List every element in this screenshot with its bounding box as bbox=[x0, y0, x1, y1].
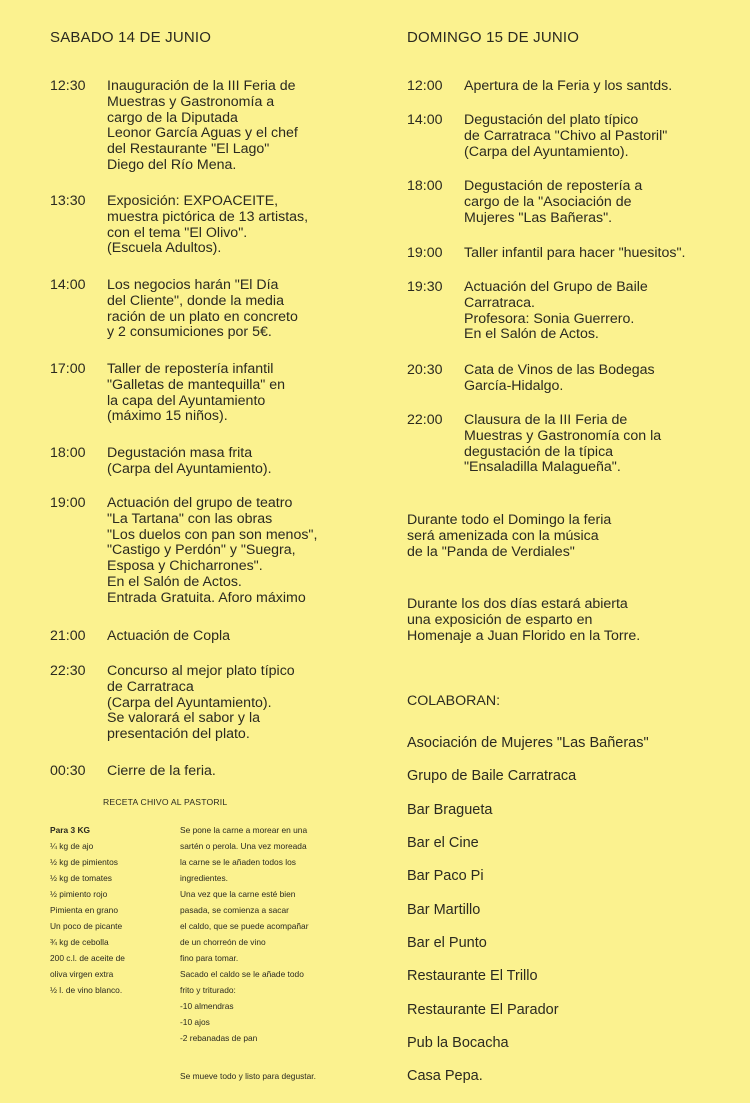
saturday-event bbox=[50, 496, 317, 607]
sponsor-item: Pub la Bocacha bbox=[407, 1035, 509, 1051]
recipe-ingredients-header: Para 3 KG bbox=[50, 825, 91, 835]
sponsor-item: Restaurante El Trillo bbox=[407, 968, 538, 984]
saturday-event bbox=[50, 629, 230, 645]
recipe-ingredient: 200 c.l. de aceite de bbox=[50, 953, 125, 963]
saturday-event bbox=[50, 194, 308, 257]
recipe-ingredient: ¼ kg de ajo bbox=[50, 841, 94, 851]
sponsor-item: Bar Paco Pi bbox=[407, 868, 484, 884]
recipe-step: sartén o perola. Una vez moreada bbox=[180, 841, 307, 851]
event-description: Exposición: EXPOACEITE, muestra pictórica de 13 artistas, con el tema "El Olivo". (Escuela Adultos). bbox=[107, 193, 309, 257]
event-time: 14:00 bbox=[50, 277, 86, 293]
event-time: 18:00 bbox=[407, 178, 443, 194]
event-description: Concurso al mejor plato típico de Carratraca (Carpa del Ayuntamiento). Se valorará el sabor y la presentación del plato. bbox=[107, 663, 295, 743]
recipe-ingredient: ½ l. de vino blanco. bbox=[50, 985, 123, 995]
event-time: 12:00 bbox=[407, 78, 443, 94]
sunday-music-note: Durante todo el Domingo la feria será amenizada con la música de la "Panda de Verdiales" bbox=[407, 512, 612, 560]
sponsor-item: Bar el Punto bbox=[407, 935, 487, 951]
sunday-event bbox=[407, 246, 685, 262]
event-time: 12:30 bbox=[50, 78, 86, 94]
recipe-ingredient: ½ kg de pimientos bbox=[50, 857, 118, 867]
sponsor-item: Bar Martillo bbox=[407, 902, 481, 918]
saturday-event bbox=[50, 664, 295, 743]
saturday-event bbox=[50, 278, 298, 341]
event-description: Apertura de la Feria y los santds. bbox=[464, 78, 673, 94]
event-description: Actuación del grupo de teatro "La Tartana" con las obras "Los duelos con pan son menos", "Castigo y Perdón" y "Suegra, Esposa y Chicharrones". En el Salón de Actos. Entrada Gratuita. Aforo máximo bbox=[107, 495, 318, 606]
event-description: Clausura de la III Feria de Muestras y Gastronomía con la degustación de la típica "Ensaladilla Malagueña". bbox=[464, 412, 662, 476]
event-time: 21:00 bbox=[50, 628, 86, 644]
recipe-ingredient: ½ kg de tomates bbox=[50, 873, 112, 883]
event-description: Cierre de la feria. bbox=[107, 763, 216, 779]
event-description: Degustación masa frita (Carpa del Ayuntamiento). bbox=[107, 445, 272, 477]
sunday-title: DOMINGO 15 DE JUNIO bbox=[407, 29, 580, 46]
recipe-step: Se mueve todo y listo para degustar. bbox=[180, 1071, 316, 1081]
event-time: 19:00 bbox=[50, 495, 86, 511]
recipe-step: Una vez que la carne esté bien bbox=[180, 889, 296, 899]
event-description: Taller de repostería infantil "Galletas de mantequilla" en la capa del Ayuntamiento (máximo 15 niños). bbox=[107, 361, 286, 425]
recipe-step: el caldo, que se puede acompañar bbox=[180, 921, 309, 931]
event-description: Taller infantil para hacer "huesitos". bbox=[464, 245, 686, 261]
recipe-ingredient: Un poco de picante bbox=[50, 921, 123, 931]
sponsor-item: Grupo de Baile Carratraca bbox=[407, 768, 577, 784]
recipe-ingredient: ½ pimiento rojo bbox=[50, 889, 108, 899]
recipe-step: -2 rebanadas de pan bbox=[180, 1033, 258, 1043]
sponsor-item: Casa Pepa. bbox=[407, 1068, 483, 1084]
recipe-step: de un chorreón de vino bbox=[180, 937, 266, 947]
event-time: 22:30 bbox=[50, 663, 86, 679]
event-description: Los negocios harán "El Día del Cliente", donde la media ración de un plato en concreto y 2 consumiciones por 5€. bbox=[107, 277, 298, 341]
sponsor-item: Asociación de Mujeres "Las Bañeras" bbox=[407, 735, 649, 751]
event-description: Actuación del Grupo de Baile Carratraca. Profesora: Sonia Guerrero. En el Salón de Actos. bbox=[464, 279, 648, 343]
saturday-event bbox=[50, 764, 216, 780]
event-time: 14:00 bbox=[407, 112, 443, 128]
event-description: Inauguración de la III Feria de Muestras y Gastronomía a cargo de la Diputada Leonor García Aguas y el chef del Restaurante "El Lago" Diego del Río Mena. bbox=[107, 78, 298, 173]
sunday-event bbox=[407, 363, 655, 395]
sunday-event bbox=[407, 179, 642, 226]
event-time: 13:30 bbox=[50, 193, 86, 209]
recipe-step: fino para tomar. bbox=[180, 953, 239, 963]
saturday-event bbox=[50, 446, 272, 478]
sponsor-item: Bar el Cine bbox=[407, 835, 479, 851]
recipe-step: Se pone la carne a morear en una bbox=[180, 825, 308, 835]
event-description: Degustación de repostería a cargo de la "Asociación de Mujeres "Las Bañeras". bbox=[464, 178, 643, 226]
event-time: 19:00 bbox=[407, 245, 443, 261]
event-description: Cata de Vinos de las Bodegas García-Hidalgo. bbox=[464, 362, 655, 394]
saturday-title: SABADO 14 DE JUNIO bbox=[50, 29, 212, 46]
recipe-step: -10 almendras bbox=[180, 1001, 234, 1011]
event-description: Degustación del plato típico de Carratraca "Chivo al Pastoril" (Carpa del Ayuntamiento). bbox=[464, 112, 668, 160]
esparto-exhibition-note: Durante los dos días estará abierta una exposición de esparto en Homenaje a Juan Florido en la Torre. bbox=[407, 596, 641, 644]
event-description: Actuación de Copla bbox=[107, 628, 231, 644]
sunday-event bbox=[407, 280, 648, 343]
sunday-event bbox=[407, 113, 667, 160]
recipe-step: ingredientes. bbox=[180, 873, 228, 883]
recipe-step: frito y triturado: bbox=[180, 985, 236, 995]
event-time: 18:00 bbox=[50, 445, 86, 461]
recipe-step: -10 ajos bbox=[180, 1017, 210, 1027]
event-time: 00:30 bbox=[50, 763, 86, 779]
recipe-ingredient: ¾ kg de cebolla bbox=[50, 937, 109, 947]
sponsor-item: Bar Bragueta bbox=[407, 802, 493, 818]
recipe-title: RECETA CHIVO AL PASTORIL bbox=[103, 797, 228, 807]
saturday-event bbox=[50, 79, 298, 174]
event-time: 22:00 bbox=[407, 412, 443, 428]
colaboran-title: COLABORAN: bbox=[407, 693, 501, 709]
sunday-event bbox=[407, 413, 661, 476]
recipe-step: la carne se le añaden todos los bbox=[180, 857, 296, 867]
sponsor-item: Restaurante El Parador bbox=[407, 1002, 559, 1018]
event-time: 17:00 bbox=[50, 361, 86, 377]
recipe-ingredient: oliva virgen extra bbox=[50, 969, 114, 979]
event-time: 19:30 bbox=[407, 279, 443, 295]
recipe-step: pasada, se comienza a sacar bbox=[180, 905, 289, 915]
sunday-event bbox=[407, 79, 672, 95]
recipe-step: Sacado el caldo se le añade todo bbox=[180, 969, 304, 979]
saturday-event bbox=[50, 362, 285, 425]
recipe-ingredient: Pimienta en grano bbox=[50, 905, 118, 915]
event-time: 20:30 bbox=[407, 362, 443, 378]
